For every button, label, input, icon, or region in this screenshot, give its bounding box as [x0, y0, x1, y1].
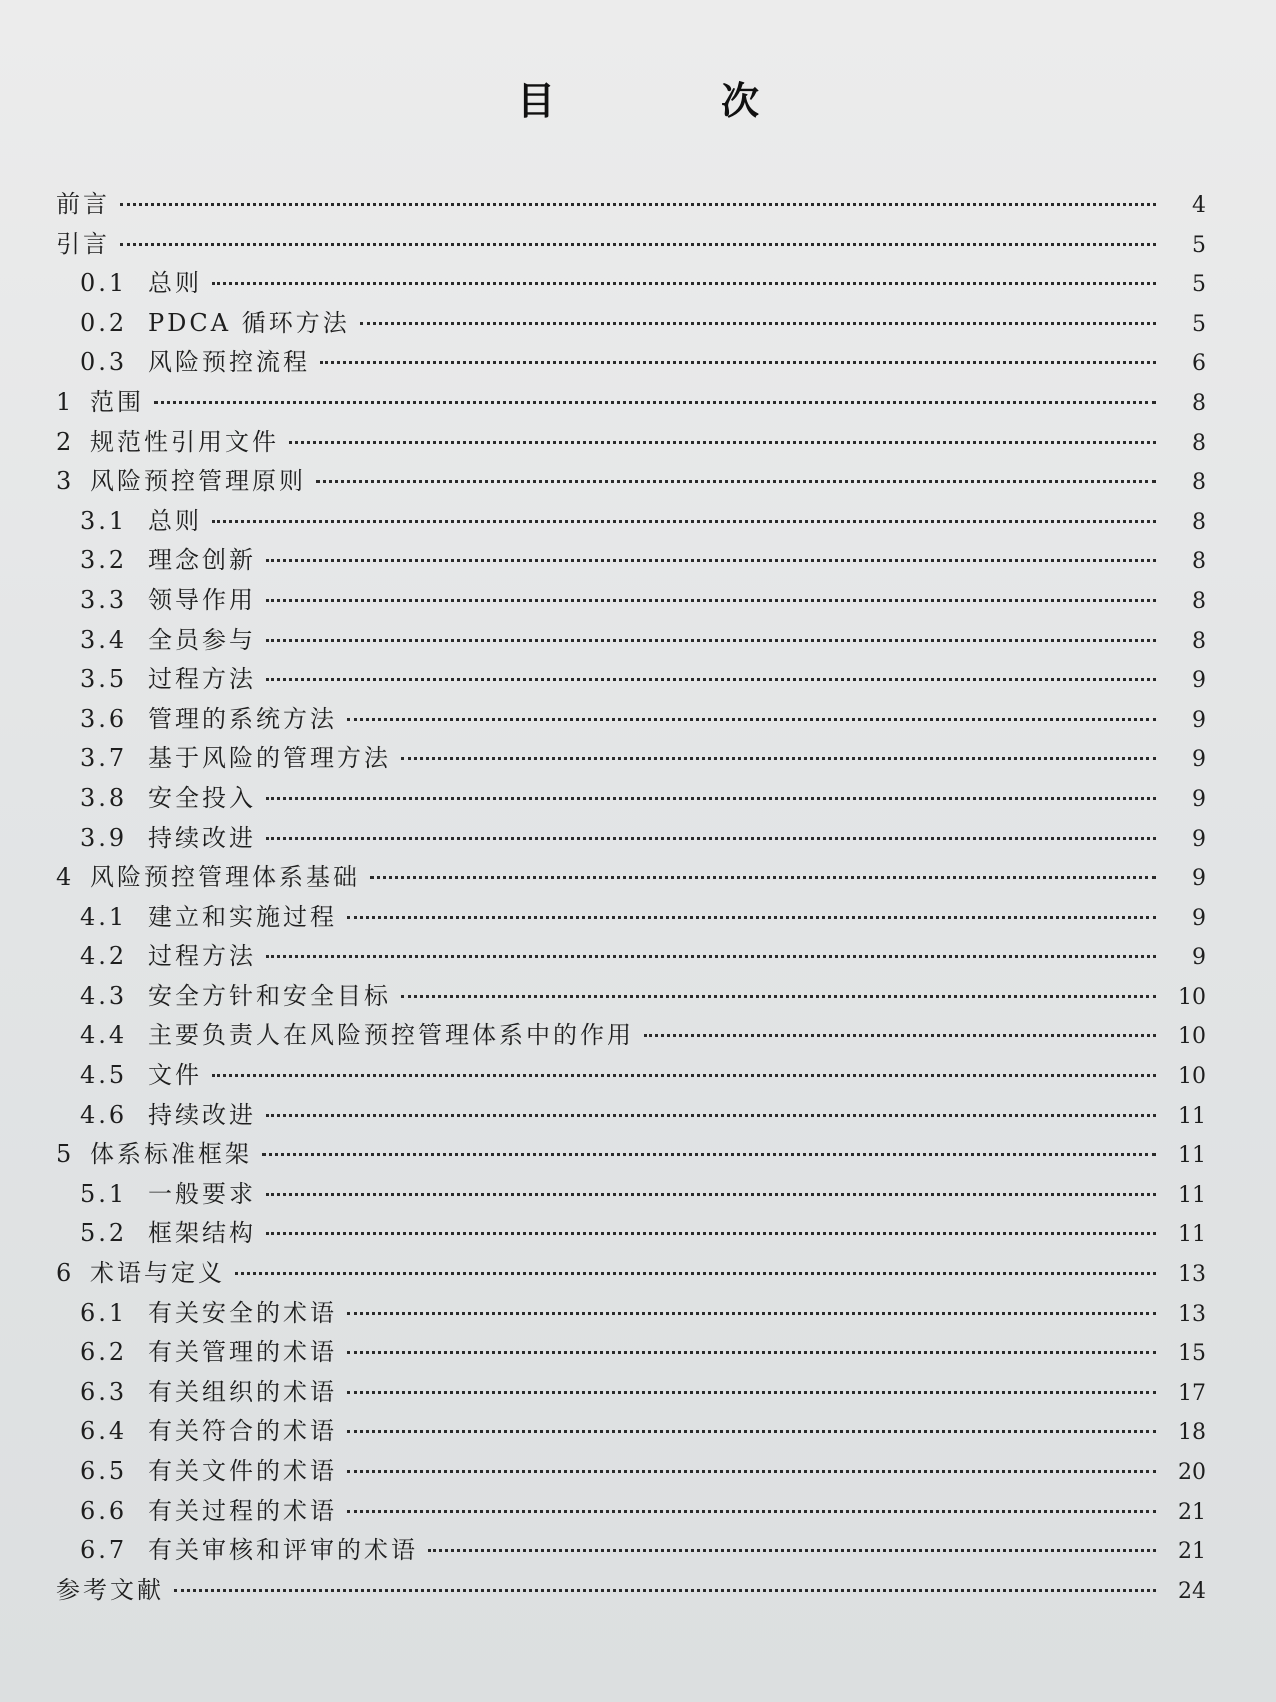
dot-leader: [266, 559, 1156, 562]
toc-entry-label: 参考文献: [56, 1575, 164, 1604]
dot-leader: [347, 1510, 1156, 1513]
toc-entry-page-number: 5: [1192, 272, 1206, 298]
dot-leader: [266, 599, 1156, 602]
toc-entry-page-number: 21: [1178, 1499, 1206, 1525]
dot-leader: [289, 441, 1156, 444]
dot-leader: [347, 916, 1156, 919]
toc-entry[interactable]: [56, 382, 1206, 422]
toc-entry[interactable]: [56, 818, 1206, 858]
toc-entry-label: 总则: [148, 269, 202, 298]
toc-entry[interactable]: [56, 422, 1206, 462]
toc-entry[interactable]: [56, 540, 1206, 580]
toc-entry-page-number: 13: [1178, 1301, 1206, 1327]
toc-entry-label: 基于风险的管理方法: [148, 744, 391, 773]
toc-entry-label: 有关组织的术语: [148, 1377, 337, 1406]
toc-entry-page-number: 5: [1192, 311, 1206, 337]
toc-entry-number: 4: [56, 863, 75, 892]
toc-entry[interactable]: [56, 936, 1206, 976]
dot-leader: [235, 1272, 1156, 1275]
toc-entry-label: 文件: [148, 1061, 202, 1090]
toc-entry-number: 3.8: [80, 783, 128, 812]
dot-leader: [154, 401, 1156, 404]
toc-entry-page-number: 11: [1178, 1143, 1206, 1169]
toc-entry[interactable]: [56, 1491, 1206, 1531]
toc-entry-page-number: 10: [1178, 1064, 1206, 1090]
dot-leader: [347, 1430, 1156, 1433]
dot-leader: [347, 1391, 1156, 1394]
toc-entry-number: 6: [56, 1259, 75, 1288]
toc-entry[interactable]: [56, 1332, 1206, 1372]
toc-entry[interactable]: [56, 303, 1206, 343]
toc-entry-number: 3.9: [80, 823, 128, 852]
toc-entry[interactable]: [56, 1570, 1206, 1610]
dot-leader: [266, 797, 1156, 800]
dot-leader: [360, 322, 1156, 325]
toc-entry-page-number: 8: [1192, 549, 1206, 575]
toc-entry[interactable]: [56, 184, 1206, 224]
toc-entry[interactable]: [56, 1293, 1206, 1333]
toc-entry-page-number: 4: [1192, 193, 1206, 218]
dot-leader: [347, 1312, 1156, 1315]
toc-entry[interactable]: [56, 699, 1206, 739]
toc-entry-number: 0.1: [80, 269, 128, 298]
toc-entry-label: 风险预控流程: [148, 348, 310, 377]
toc-entry-number: 3.3: [80, 585, 128, 614]
toc-entry-page-number: 9: [1192, 826, 1206, 852]
toc-entry-page-number: 8: [1192, 509, 1206, 535]
toc-entry[interactable]: [56, 342, 1206, 382]
toc-entry-number: 4.1: [80, 902, 128, 931]
toc-entry-label: 安全投入: [148, 783, 256, 812]
toc-entry-number: 4.2: [80, 942, 128, 971]
toc-entry[interactable]: [56, 580, 1206, 620]
toc-entry-label: 风险预控管理体系基础: [90, 863, 360, 892]
toc-entry[interactable]: [56, 1174, 1206, 1214]
toc-entry[interactable]: [56, 501, 1206, 541]
toc-entry-number: 2: [56, 427, 75, 456]
dot-leader: [347, 1470, 1156, 1473]
toc-entry-label: 管理的系统方法: [148, 704, 337, 733]
toc-entry[interactable]: [56, 1134, 1206, 1174]
toc-entry-page-number: 24: [1178, 1578, 1206, 1604]
toc-entry-number: 6.4: [80, 1417, 128, 1446]
dot-leader: [428, 1549, 1156, 1552]
toc-entry[interactable]: [56, 976, 1206, 1016]
toc-entry-page-number: 11: [1178, 1222, 1206, 1248]
dot-leader: [266, 678, 1156, 681]
dot-leader: [266, 837, 1156, 840]
toc-entry-label: 建立和实施过程: [148, 902, 337, 931]
dot-leader: [370, 876, 1156, 879]
toc-entry[interactable]: [56, 263, 1206, 303]
toc-entry-page-number: 9: [1192, 905, 1206, 931]
toc-entry-number: 4.3: [80, 981, 128, 1010]
toc-entry-page-number: 21: [1178, 1539, 1206, 1565]
toc-entry-number: 0.3: [80, 348, 128, 377]
toc-entry[interactable]: [56, 897, 1206, 937]
toc-entry[interactable]: [56, 738, 1206, 778]
toc-entry[interactable]: [56, 1015, 1206, 1055]
toc-entry-label: 框架结构: [148, 1219, 256, 1248]
toc-entry-page-number: 10: [1178, 984, 1206, 1010]
toc-entry-number: 4.4: [80, 1021, 128, 1050]
toc-entry-number: 6.2: [80, 1338, 128, 1367]
toc-entry-label: 引言: [56, 229, 110, 258]
toc-entry-label: 规范性引用文件: [90, 427, 279, 456]
toc-entry-number: 6.6: [80, 1496, 128, 1525]
dot-leader: [120, 243, 1156, 246]
dot-leader: [212, 282, 1156, 285]
dot-leader: [120, 203, 1156, 206]
toc-entry-number: 3.4: [80, 625, 128, 654]
toc-entry-number: 3.6: [80, 704, 128, 733]
toc-entry-label: 有关管理的术语: [148, 1338, 337, 1367]
toc-entry-label: 持续改进: [148, 1100, 256, 1129]
dot-leader: [266, 1114, 1156, 1117]
dot-leader: [174, 1589, 1156, 1592]
dot-leader: [266, 955, 1156, 958]
dot-leader: [212, 520, 1156, 523]
toc-entry-page-number: 9: [1192, 945, 1206, 971]
dot-leader: [347, 718, 1156, 721]
toc-entry[interactable]: [56, 1213, 1206, 1253]
toc-entry[interactable]: [56, 778, 1206, 818]
toc-entry-page-number: 8: [1192, 628, 1206, 654]
toc-entry-page-number: 17: [1178, 1380, 1206, 1406]
toc-entry-label: 主要负责人在风险预控管理体系中的作用: [148, 1021, 634, 1050]
toc-entry[interactable]: [56, 1055, 1206, 1095]
toc-entry-number: 3.5: [80, 665, 128, 694]
toc-entry-label: 一般要求: [148, 1179, 256, 1208]
toc-entry[interactable]: [56, 1372, 1206, 1412]
toc-entry-page-number: 9: [1192, 747, 1206, 773]
toc-entry-number: 3.7: [80, 744, 128, 773]
toc-entry-label: 过程方法: [148, 942, 256, 971]
dot-leader: [644, 1034, 1156, 1037]
toc-entry-page-number: 8: [1192, 390, 1206, 416]
toc-entry[interactable]: [56, 620, 1206, 660]
toc-entry-label: 过程方法: [148, 665, 256, 694]
toc-entry-number: 6.5: [80, 1457, 128, 1485]
toc-entry[interactable]: [56, 1411, 1206, 1451]
toc-entry-number: 6.7: [80, 1536, 128, 1565]
toc-entry[interactable]: [56, 857, 1206, 897]
toc-entry-page-number: 18: [1178, 1420, 1206, 1446]
toc-entry-label: 术语与定义: [90, 1259, 225, 1288]
toc-entry-label: 前言: [56, 190, 110, 218]
toc-entry-number: 3: [56, 467, 75, 496]
dot-leader: [316, 480, 1156, 483]
toc-entry-label: 有关审核和评审的术语: [148, 1536, 418, 1565]
toc-entry-number: 5.1: [80, 1179, 128, 1208]
toc-entry[interactable]: [56, 1451, 1206, 1491]
dot-leader: [266, 1232, 1156, 1235]
toc-entry-page-number: 8: [1192, 470, 1206, 496]
dot-leader: [401, 757, 1156, 760]
toc-entry-page-number: 15: [1178, 1341, 1206, 1367]
toc-entry-label: 理念创新: [148, 546, 256, 575]
toc-entry-number: 4.6: [80, 1100, 128, 1129]
dot-leader: [266, 1193, 1156, 1196]
toc-entry-number: 1: [56, 387, 75, 416]
toc-entry-number: 6.3: [80, 1377, 128, 1406]
toc-entry-number: 3.2: [80, 546, 128, 575]
toc-entry-label: 持续改进: [148, 823, 256, 852]
toc-entry-page-number: 8: [1192, 588, 1206, 614]
toc-entry-label: 领导作用: [148, 585, 256, 614]
toc-entry-page-number: 9: [1192, 786, 1206, 812]
toc-entry-number: 5.2: [80, 1219, 128, 1248]
table-of-contents: [56, 184, 1206, 1609]
toc-entry-label: 有关符合的术语: [148, 1417, 337, 1446]
toc-entry-label: 有关过程的术语: [148, 1496, 337, 1525]
toc-entry[interactable]: [56, 1253, 1206, 1293]
toc-entry[interactable]: [56, 1530, 1206, 1570]
toc-entry-page-number: 6: [1192, 351, 1206, 377]
toc-entry-label: PDCA 循环方法: [148, 308, 350, 337]
toc-entry-label: 有关文件的术语: [148, 1457, 337, 1485]
toc-entry-label: 风险预控管理原则: [90, 467, 306, 496]
toc-entry[interactable]: [56, 461, 1206, 501]
dot-leader: [401, 995, 1156, 998]
toc-entry-number: 5: [56, 1140, 75, 1169]
toc-entry-label: 全员参与: [148, 625, 256, 654]
toc-entry-page-number: 9: [1192, 707, 1206, 733]
dot-leader: [262, 1153, 1156, 1156]
toc-entry-number: 4.5: [80, 1061, 128, 1090]
toc-entry-page-number: 9: [1192, 866, 1206, 892]
page-title: 目 次: [516, 79, 823, 123]
toc-entry-page-number: 9: [1192, 668, 1206, 694]
dot-leader: [266, 639, 1156, 642]
dot-leader: [212, 1074, 1156, 1077]
toc-entry[interactable]: [56, 659, 1206, 699]
toc-entry-label: 体系标准框架: [90, 1140, 252, 1169]
toc-entry-number: 6.1: [80, 1298, 128, 1327]
toc-entry-label: 安全方针和安全目标: [148, 981, 391, 1010]
toc-entry-label: 总则: [148, 506, 202, 535]
toc-entry-number: 3.1: [80, 506, 128, 535]
toc-entry-page-number: 11: [1178, 1182, 1206, 1208]
toc-entry[interactable]: [56, 1095, 1206, 1135]
toc-entry[interactable]: [56, 224, 1206, 264]
toc-entry-page-number: 8: [1192, 430, 1206, 456]
toc-entry-page-number: 5: [1192, 232, 1206, 258]
dot-leader: [347, 1351, 1156, 1354]
dot-leader: [320, 361, 1156, 364]
toc-entry-label: 范围: [90, 387, 144, 416]
toc-entry-page-number: 13: [1178, 1262, 1206, 1288]
toc-entry-page-number: 10: [1178, 1024, 1206, 1050]
toc-entry-page-number: 20: [1178, 1460, 1206, 1485]
toc-entry-page-number: 11: [1178, 1103, 1206, 1129]
toc-entry-label: 有关安全的术语: [148, 1298, 337, 1327]
toc-entry-number: 0.2: [80, 308, 128, 337]
